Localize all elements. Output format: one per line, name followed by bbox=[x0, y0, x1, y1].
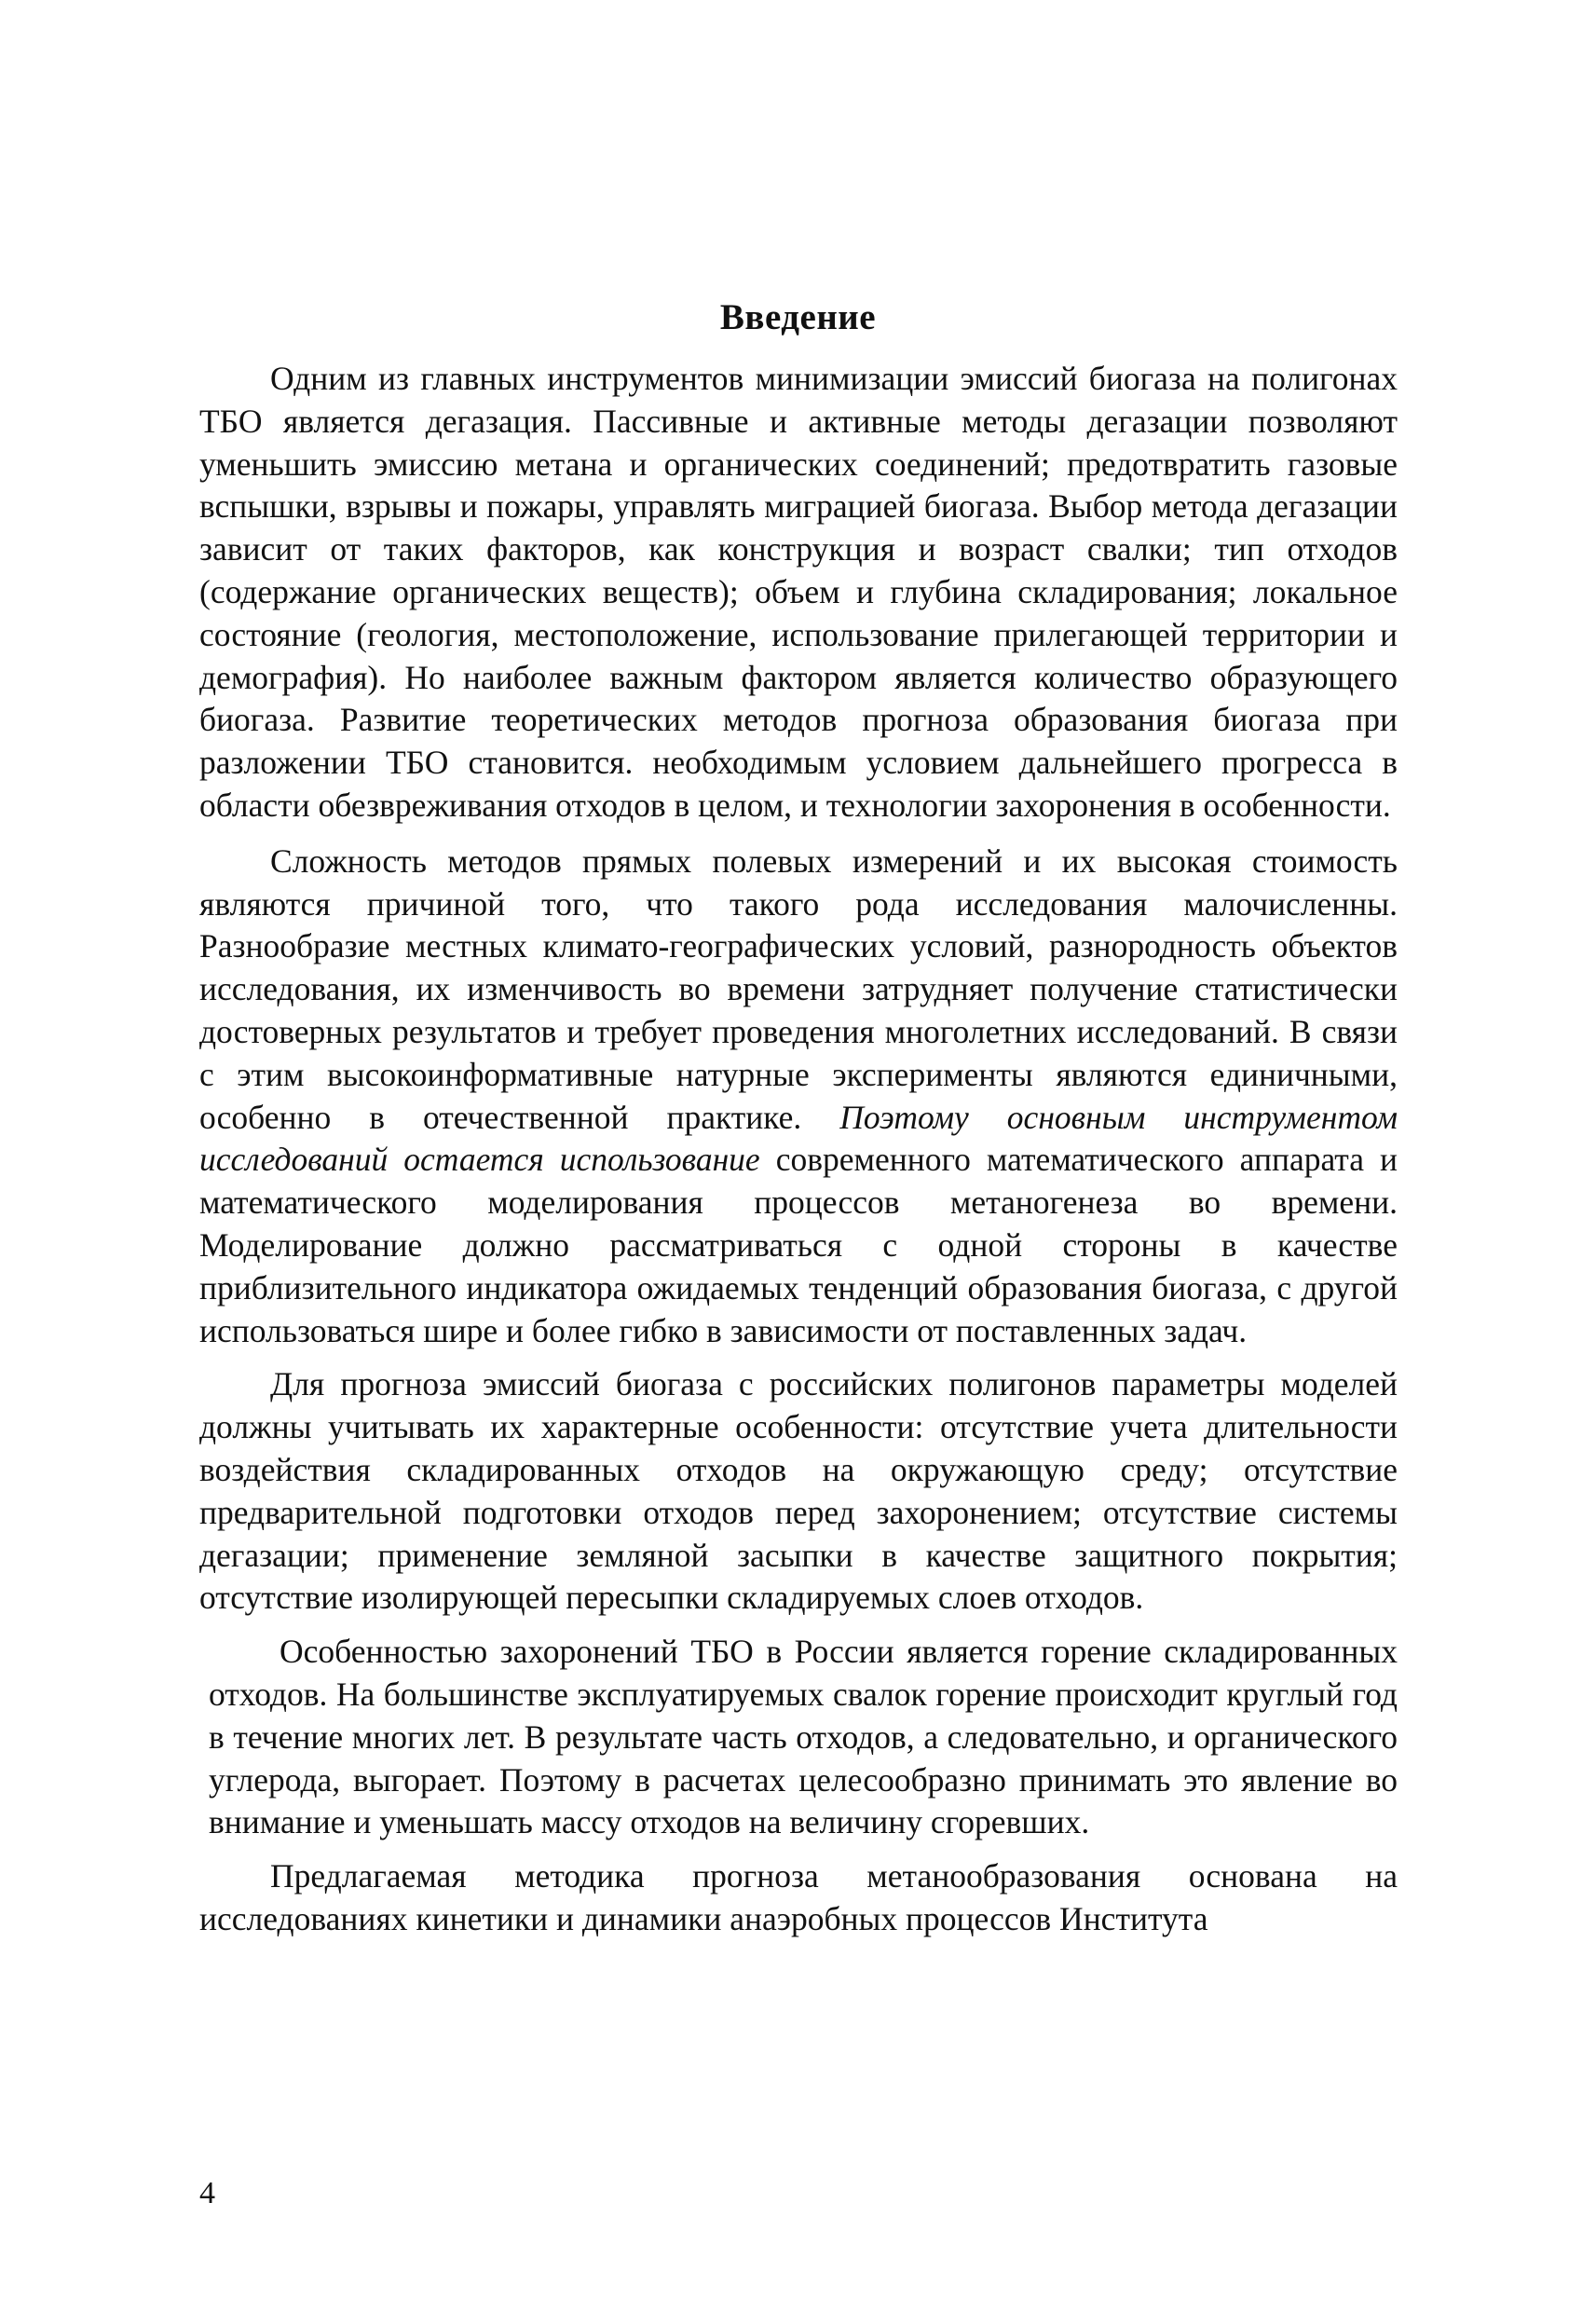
paragraph-2 bbox=[199, 841, 1398, 1353]
body-text bbox=[199, 358, 1398, 1941]
paragraph-1: Одним из главных инструментов минимизации эмиссий биогаза на полигонах ТБО является дегазация. Пассивные и активные методы дегазации позволяют уменьшить эмиссию метана и органических соединений; предотвратить газовые вспышки, взрывы и пожары, управлять миграцией биогаза. Выбор метода дегазации зависит от таких факторов, как конструкция и возраст свалки; тип отходов (содержание органических веществ); объем и глубина складирования; локальное состояние (геология, местоположение, использование прилегающей территории и демография). Но наиболее важным фактором является количество образующего биогаза. Развитие теоретических методов прогноза образования биогаза при разложении ТБО становится. необходимым условием дальнейшего прогресса в области обезвреживания отходов в целом, и технологии захоронения в особенности. bbox=[199, 360, 1398, 824]
paragraph-2-italic: Поэтому основным инструментом исследований остается использование bbox=[199, 1098, 1398, 1179]
page-number: 4 bbox=[199, 2176, 215, 2210]
paragraph-2-tail: современного математического аппарата и математического моделирования процессов метаногенеза во времени. Моделирование должно рассматриваться с одной стороны в качестве приблизительного индикатора ожидаемых тенденций образования биогаза, с другой использоваться шире и более гибко в зависимости от поставленных задач. bbox=[199, 1141, 1398, 1349]
section-title: Введение bbox=[719, 297, 877, 337]
paragraph-3: Для прогноза эмиссий биогаза с российских полигонов параметры моделей должны учитывать их характерные особенности: отсутствие учета длительности воздействия складированных отходов на окружающую среду; отсутствие предварительной подготовки отходов перед захоронением; отсутствие системы дегазации; применение земляной засыпки в качестве защитного покрытия; отсутствие изолирующей пересыпки складируемых слоев отходов. bbox=[199, 1365, 1398, 1617]
paragraph-2-main: Сложность методов прямых полевых измерений и их высокая стоимость являются причиной того, что такого рода исследования малочисленны. Разнообразие местных климато-географических условий, разнородность объектов исследования, их изменчивость во времени затрудняет получение статистически достоверных результатов и требует проведения многолетних исследований. В связи с этим высокоинформативные натурные эксперименты являются единичными, особенно в отечественной практике. bbox=[199, 841, 1398, 1136]
paragraph-4: Особенностью захоронений ТБО в России является горение складированных отходов. На большинстве эксплуатируемых свалок горение происходит круглый год в течение многих лет. В результате часть отходов, а следовательно, и органического углерода, выгорает. Поэтому в расчетах целесообразно принимать это явление во внимание и уменьшать массу отходов на величину сгоревших. bbox=[209, 1633, 1398, 1841]
paragraph-5: Предлагаемая методика прогноза метанообразования основана на исследованиях кинетики и динамики анаэробных процессов Института bbox=[199, 1857, 1398, 1937]
